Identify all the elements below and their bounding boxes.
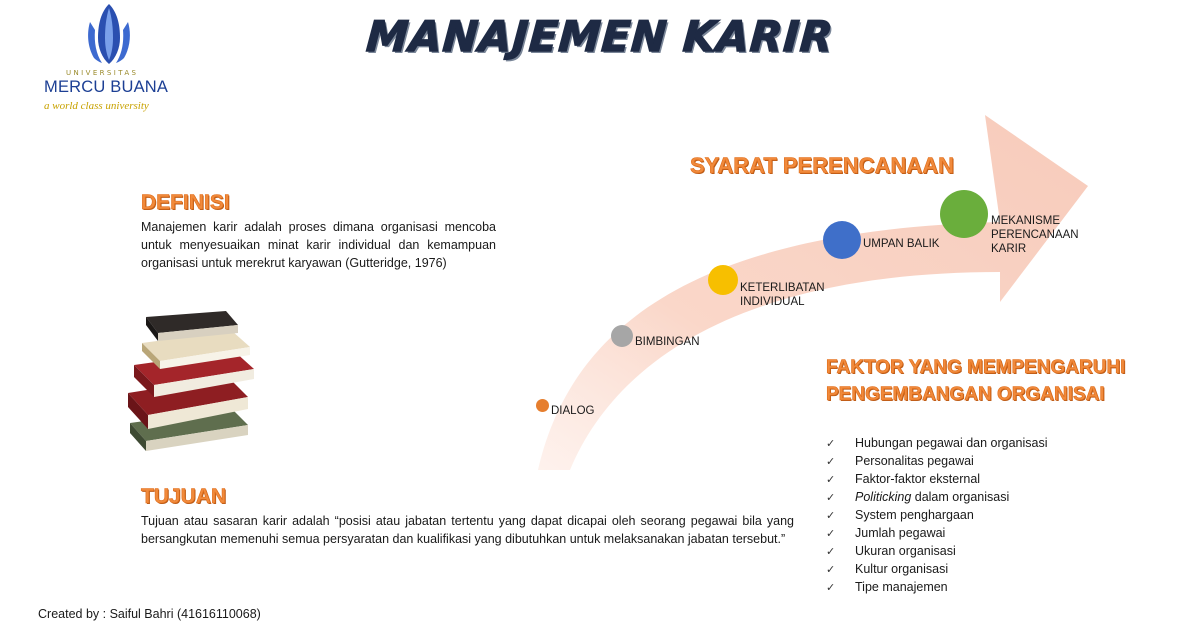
factor-item: ✓ System penghargaan (826, 506, 1048, 524)
check-icon: ✓ (826, 510, 836, 522)
author-credit: Created by : Saiful Bahri (41616110068) (38, 607, 261, 621)
step-mekanisme-dot (940, 190, 988, 238)
step-dialog-label: DIALOG (551, 405, 595, 417)
check-icon: ✓ (826, 546, 836, 558)
factor-item: ✓ Personalitas pegawai (826, 452, 1048, 470)
page-title: MANAJEMEN KARIR (364, 12, 836, 61)
factor-item: ✓ Politicking dalam organisasi (826, 488, 1048, 506)
factor-item: ✓ Ukuran organisasi (826, 542, 1048, 560)
step-keterlibatan-label: KETERLIBATAN INDIVIDUAL (740, 282, 825, 308)
check-icon: ✓ (826, 456, 836, 468)
check-icon: ✓ (826, 438, 836, 450)
check-icon: ✓ (826, 582, 836, 594)
factor-item: ✓ Jumlah pegawai (826, 524, 1048, 542)
requirements-heading: SYARAT PERENCANAAN (690, 153, 955, 178)
step-keterlibatan-dot (708, 265, 738, 295)
step-dialog-dot (536, 399, 549, 412)
step-bimbingan-dot (611, 325, 633, 347)
step-umpan-balik-dot (823, 221, 861, 259)
logo-universitas-label: UNIVERSITAS (66, 69, 139, 77)
factor-item: ✓ Hubungan pegawai dan organisasi (826, 434, 1048, 452)
check-icon: ✓ (826, 474, 836, 486)
factors-list (826, 434, 1048, 596)
check-icon: ✓ (826, 492, 836, 504)
goal-text: Tujuan atau sasaran karir adalah “posisi atau jabatan tertentu yang dapat dicapai oleh seorang pegawai bila yang bersangkutan memenuhi semua persyaratan dan kualifikasi yang dibutuhkan untuk melaksanakan jabatan tersebut.” (141, 514, 794, 546)
factor-item: ✓ Tipe manajemen (826, 578, 1048, 596)
factor-item: ✓ Faktor-faktor eksternal (826, 470, 1048, 488)
step-umpan-balik-label: UMPAN BALIK (863, 238, 940, 250)
check-icon: ✓ (826, 528, 836, 540)
logo-university-name: MERCU BUANA (44, 78, 169, 96)
check-icon: ✓ (826, 564, 836, 576)
goal-heading: TUJUAN (141, 485, 227, 508)
factors-heading: FAKTOR YANG MEMPENGARUHI PENGEMBANGAN ORGANISAI (826, 357, 1126, 405)
step-bimbingan-label: BIMBINGAN (635, 336, 700, 348)
books-stack-image (120, 305, 260, 455)
definition-heading: DEFINISI (141, 191, 230, 214)
step-mekanisme-label: MEKANISME PERENCANAAN KARIR (991, 215, 1079, 255)
definition-text: Manajemen karir adalah proses dimana organisasi mencoba untuk menyesuaikan minat karir individual dan kemampuan organisasi untuk merekrut karyawan (Gutteridge, 1976) (141, 220, 496, 270)
factor-item: ✓ Kultur organisasi (826, 560, 1048, 578)
logo-tagline: a world class university (44, 100, 149, 112)
